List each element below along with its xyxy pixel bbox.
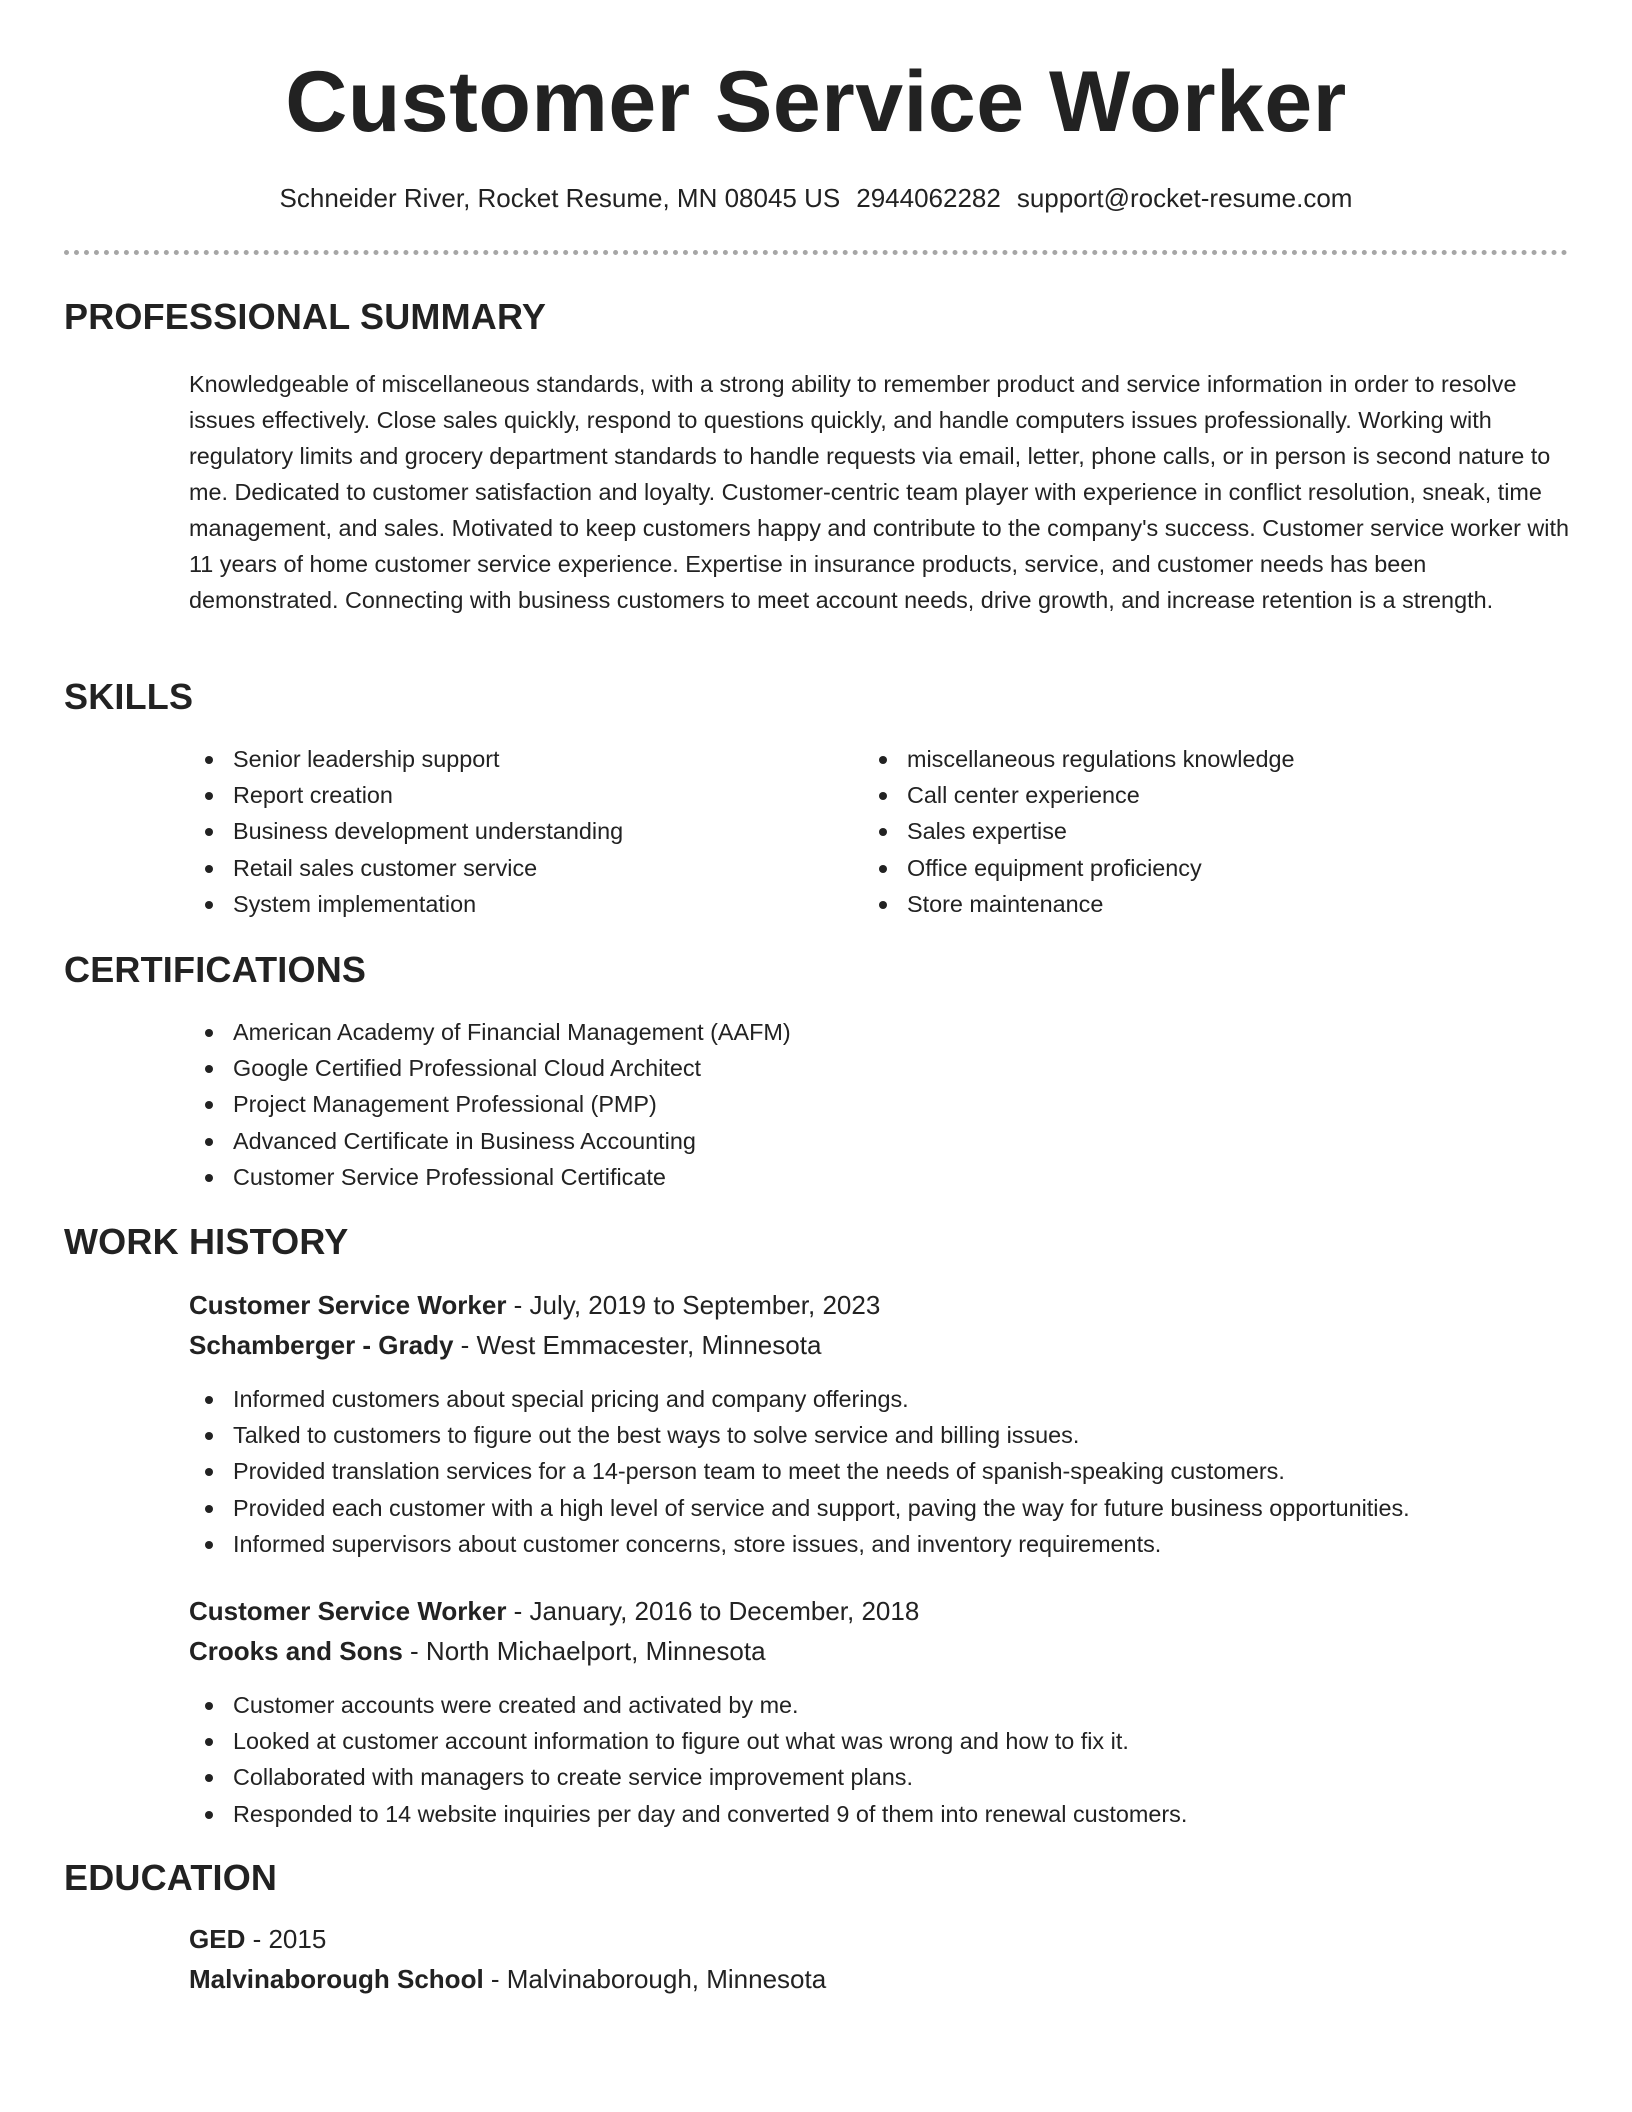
list-item: Collaborated with managers to create service improvement plans. xyxy=(189,1759,1569,1795)
education-degree-line xyxy=(189,1921,326,1957)
list-item: Provided each customer with a high level of service and support, paving the way for future business opportunities. xyxy=(189,1490,1569,1526)
education-year: - 2015 xyxy=(245,1924,327,1954)
list-item: Project Management Professional (PMP) xyxy=(189,1086,1489,1122)
education-school: Malvinaborough School xyxy=(189,1964,484,1994)
contact-email: support@rocket-resume.com xyxy=(1016,183,1353,213)
job-1-bullets xyxy=(189,1381,1569,1562)
certifications-list xyxy=(189,1014,1489,1195)
job-2-bullets xyxy=(189,1687,1569,1832)
job-company: Schamberger - Grady xyxy=(189,1330,454,1360)
section-title-certifications: CERTIFICATIONS xyxy=(64,949,367,990)
education-location: - Malvinaborough, Minnesota xyxy=(483,1964,827,1994)
list-item: miscellaneous regulations knowledge xyxy=(863,741,1503,777)
job-role: Customer Service Worker xyxy=(189,1290,507,1320)
list-item: Responded to 14 website inquiries per day and converted 9 of them into renewal customers. xyxy=(189,1796,1569,1832)
header-divider xyxy=(64,250,1568,255)
skills-list-left xyxy=(189,741,829,922)
skills-list-right xyxy=(863,741,1503,922)
summary-text: Knowledgeable of miscellaneous standards, with a strong ability to remember product and service information in order to resolve issues effectively. Close sales quickly, respond to questions quickly, and handle computers issues professionally. Working with regulatory limits and grocery department standards to handle requests via email, letter, phone calls, or in person is second nature to me. Dedicated to customer satisfaction and loyalty. Customer-centric team player with experience in conflict resolution, sneak, time management, and sales. Motivated to keep customers happy and contribute to the company's success. Customer service worker with 11 years of home customer service experience. Expertise in insurance products, service, and customer needs has been demonstrated. Connecting with business customers to meet account needs, drive growth, and increase retention is a strength. xyxy=(189,371,1569,613)
job-company: Crooks and Sons xyxy=(189,1636,403,1666)
list-item: Report creation xyxy=(189,777,829,813)
list-item: Talked to customers to figure out the best ways to solve service and billing issues. xyxy=(189,1417,1569,1453)
contact-line xyxy=(0,180,1632,216)
list-item: Customer accounts were created and activated by me. xyxy=(189,1687,1569,1723)
education-school-line xyxy=(189,1961,826,1997)
section-title-work-history: WORK HISTORY xyxy=(64,1221,349,1262)
list-item: American Academy of Financial Management (AAFM) xyxy=(189,1014,1489,1050)
job-role: Customer Service Worker xyxy=(189,1596,507,1626)
section-title-education: EDUCATION xyxy=(64,1857,278,1898)
job-2-title-line xyxy=(189,1593,919,1629)
education-degree: GED xyxy=(189,1924,246,1954)
section-title-skills: SKILLS xyxy=(64,676,194,717)
list-item: Retail sales customer service xyxy=(189,850,829,886)
list-item: Informed customers about special pricing and company offerings. xyxy=(189,1381,1569,1417)
list-item: System implementation xyxy=(189,886,829,922)
job-location: - North Michaelport, Minnesota xyxy=(402,1636,766,1666)
job-1-title-line xyxy=(189,1287,880,1323)
list-item: Office equipment proficiency xyxy=(863,850,1503,886)
section-title-summary: PROFESSIONAL SUMMARY xyxy=(64,296,547,337)
job-2-company-line xyxy=(189,1633,766,1669)
job-1-company-line xyxy=(189,1327,821,1363)
list-item: Informed supervisors about customer concerns, store issues, and inventory requirements. xyxy=(189,1526,1569,1562)
list-item: Senior leadership support xyxy=(189,741,829,777)
job-location: - West Emmacester, Minnesota xyxy=(453,1330,822,1360)
list-item: Customer Service Professional Certificate xyxy=(189,1159,1489,1195)
list-item: Google Certified Professional Cloud Architect xyxy=(189,1050,1489,1086)
list-item: Sales expertise xyxy=(863,813,1503,849)
list-item: Call center experience xyxy=(863,777,1503,813)
list-item: Advanced Certificate in Business Accounting xyxy=(189,1123,1489,1159)
list-item: Looked at customer account information to figure out what was wrong and how to fix it. xyxy=(189,1723,1569,1759)
job-dates: - July, 2019 to September, 2023 xyxy=(506,1290,881,1320)
contact-phone: 2944062282 xyxy=(856,183,1001,213)
list-item: Provided translation services for a 14-person team to meet the needs of spanish-speaking customers. xyxy=(189,1453,1569,1489)
list-item: Business development understanding xyxy=(189,813,829,849)
contact-address: Schneider River, Rocket Resume, MN 08045 US xyxy=(279,183,841,213)
candidate-name: Customer Service Worker xyxy=(285,54,1347,150)
list-item: Store maintenance xyxy=(863,886,1503,922)
job-dates: - January, 2016 to December, 2018 xyxy=(506,1596,920,1626)
